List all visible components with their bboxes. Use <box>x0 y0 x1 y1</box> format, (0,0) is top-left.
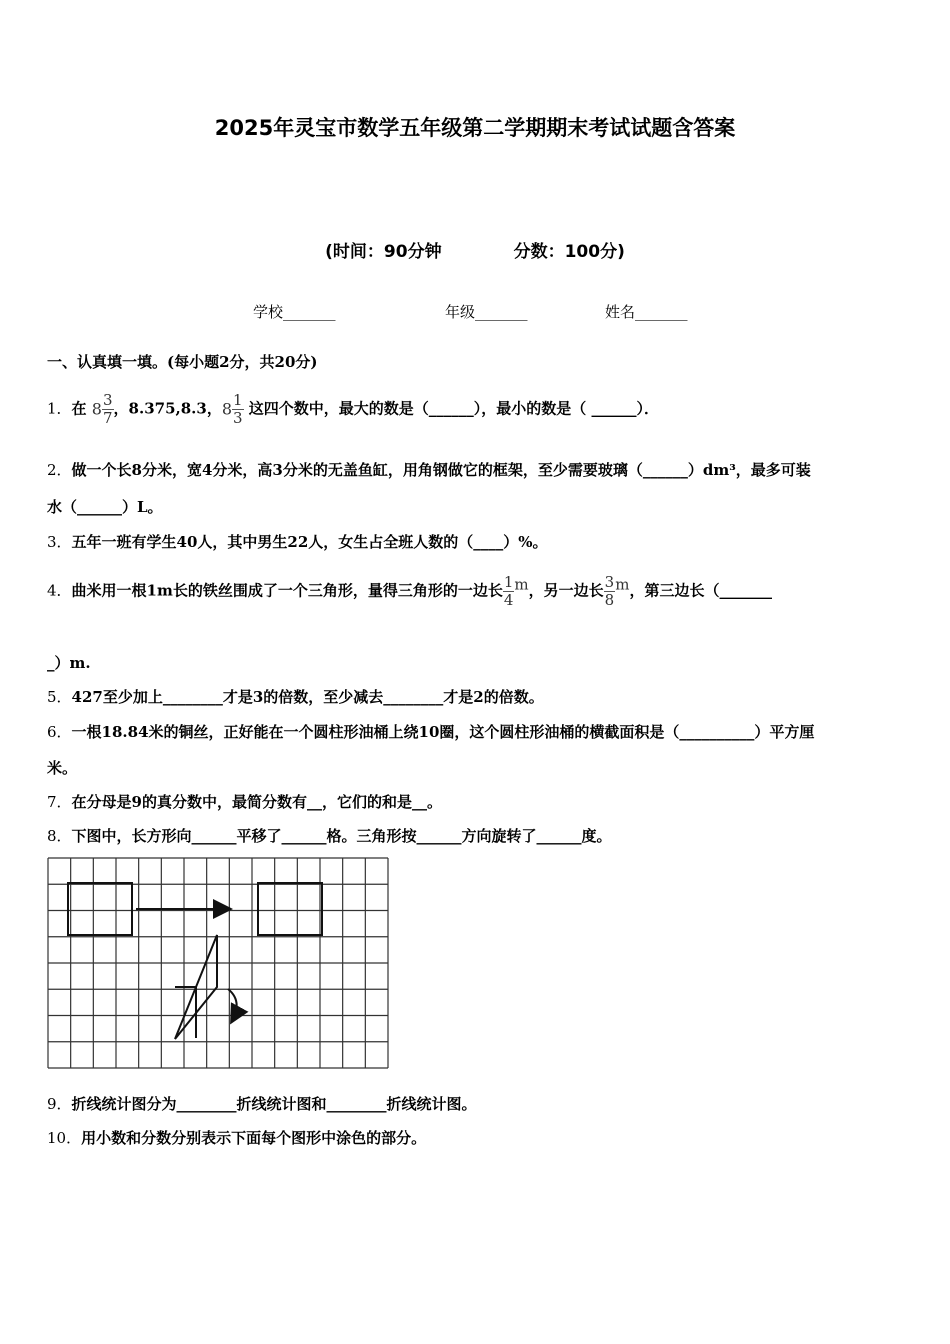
question-number: 10． <box>47 1129 82 1147</box>
question-number: 9． <box>47 1095 72 1113</box>
frac-numerator: 3 <box>604 573 615 591</box>
question-number: 2． <box>47 461 72 479</box>
question-number: 4． <box>47 581 72 600</box>
q7-text: 在分母是9的真分数中，最简分数有__，它们的和是__。 <box>71 793 442 811</box>
question-2-cont <box>47 497 163 517</box>
translated-rectangle <box>258 883 322 935</box>
q6-line1: 一根18.84米的铜丝，正好能在一个圆柱形油桶上绕10圈，这个圆柱形油桶的横截面积是（__________）平方厘 <box>71 723 815 741</box>
school-field[interactable]: 学校_______ <box>253 303 336 321</box>
q4-unit-b: m <box>615 575 630 594</box>
q4-fraction-b <box>604 574 616 609</box>
q2-line2: 水（______）L。 <box>47 498 163 516</box>
q1-middle: ，8.375,8.3， <box>113 399 222 418</box>
frac-denominator: 3 <box>233 409 243 427</box>
grid-figure <box>46 856 391 1072</box>
q4-unit-a: m <box>514 575 529 594</box>
exam-info <box>0 237 950 262</box>
section-heading: 一、认真填一填。(每小题2分，共20分) <box>47 353 318 371</box>
question-number: 7． <box>47 793 72 811</box>
frac-denominator: 4 <box>503 591 514 609</box>
q5-text: 427至少加上________才是3的倍数，至少减去________才是2的倍数。 <box>71 688 544 706</box>
exam-time: (时间：90分钟 <box>325 242 442 262</box>
transformation-figure <box>46 856 391 1076</box>
question-6 <box>47 722 814 742</box>
question-7 <box>47 792 442 812</box>
question-10 <box>47 1128 426 1148</box>
question-4 <box>47 574 772 609</box>
question-number: 6． <box>47 723 72 741</box>
q4-prefix: 曲米用一根1m长的铁丝围成了一个三角形，量得三角形的一边长 <box>71 581 503 600</box>
q9-text: 折线统计图分为________折线统计图和________折线统计图。 <box>71 1095 477 1113</box>
q1-fraction-a <box>102 392 114 427</box>
frac-numerator: 1 <box>503 573 514 591</box>
q1-suffix: 这四个数中，最大的数是（______），最小的数是（ ______）． <box>248 399 660 418</box>
frac-denominator: 8 <box>604 591 615 609</box>
frac-denominator: 7 <box>102 409 113 427</box>
q3-text: 五年一班有学生40人，其中男生22人，女生占全班人数的（____）%。 <box>71 533 548 551</box>
question-2 <box>47 460 811 480</box>
frac-numerator: 1 <box>233 391 243 409</box>
frac-numerator: 3 <box>102 391 113 409</box>
question-6-cont <box>47 758 77 778</box>
q8-text: 下图中，长方形向______平移了______格。三角形按______方向旋转了______度。 <box>71 827 612 845</box>
q1-frac-a-whole: 8 <box>91 399 102 419</box>
q1-fraction-b <box>232 392 244 427</box>
grade-field[interactable]: 年级_______ <box>445 303 528 321</box>
question-8 <box>47 826 612 846</box>
q6-line2: 米。 <box>47 759 78 777</box>
question-4-cont <box>47 653 91 673</box>
q4-middle: ，另一边长 <box>528 581 604 600</box>
q4-line2: _）m. <box>47 654 91 672</box>
q10-text: 用小数和分数分别表示下面每个图形中涂色的部分。 <box>81 1129 427 1147</box>
q1-frac-b-whole: 8 <box>221 399 233 419</box>
page-title: 2025年灵宝市数学五年级第二学期期末考试试题含答案 <box>214 116 736 140</box>
question-9 <box>47 1094 477 1114</box>
question-number: 5． <box>47 688 72 706</box>
q4-fraction-a <box>503 574 515 609</box>
question-number: 8． <box>47 827 72 845</box>
q2-line1: 做一个长8分米，宽4分米，高3分米的无盖鱼缸，用角钢做它的框架，至少需要玻璃（______）dm³，最多可装 <box>71 461 811 479</box>
q1-prefix: 在 <box>71 399 87 418</box>
question-3 <box>47 532 548 552</box>
original-rectangle <box>68 883 132 935</box>
question-5 <box>47 687 544 707</box>
question-number: 1． <box>47 399 72 418</box>
question-number: 3． <box>47 533 72 551</box>
name-field[interactable]: 姓名_______ <box>605 303 688 321</box>
question-1 <box>47 392 659 427</box>
exam-score: 分数：100分) <box>513 242 625 262</box>
q4-suffix: ，第三边长（_______ <box>629 581 772 600</box>
